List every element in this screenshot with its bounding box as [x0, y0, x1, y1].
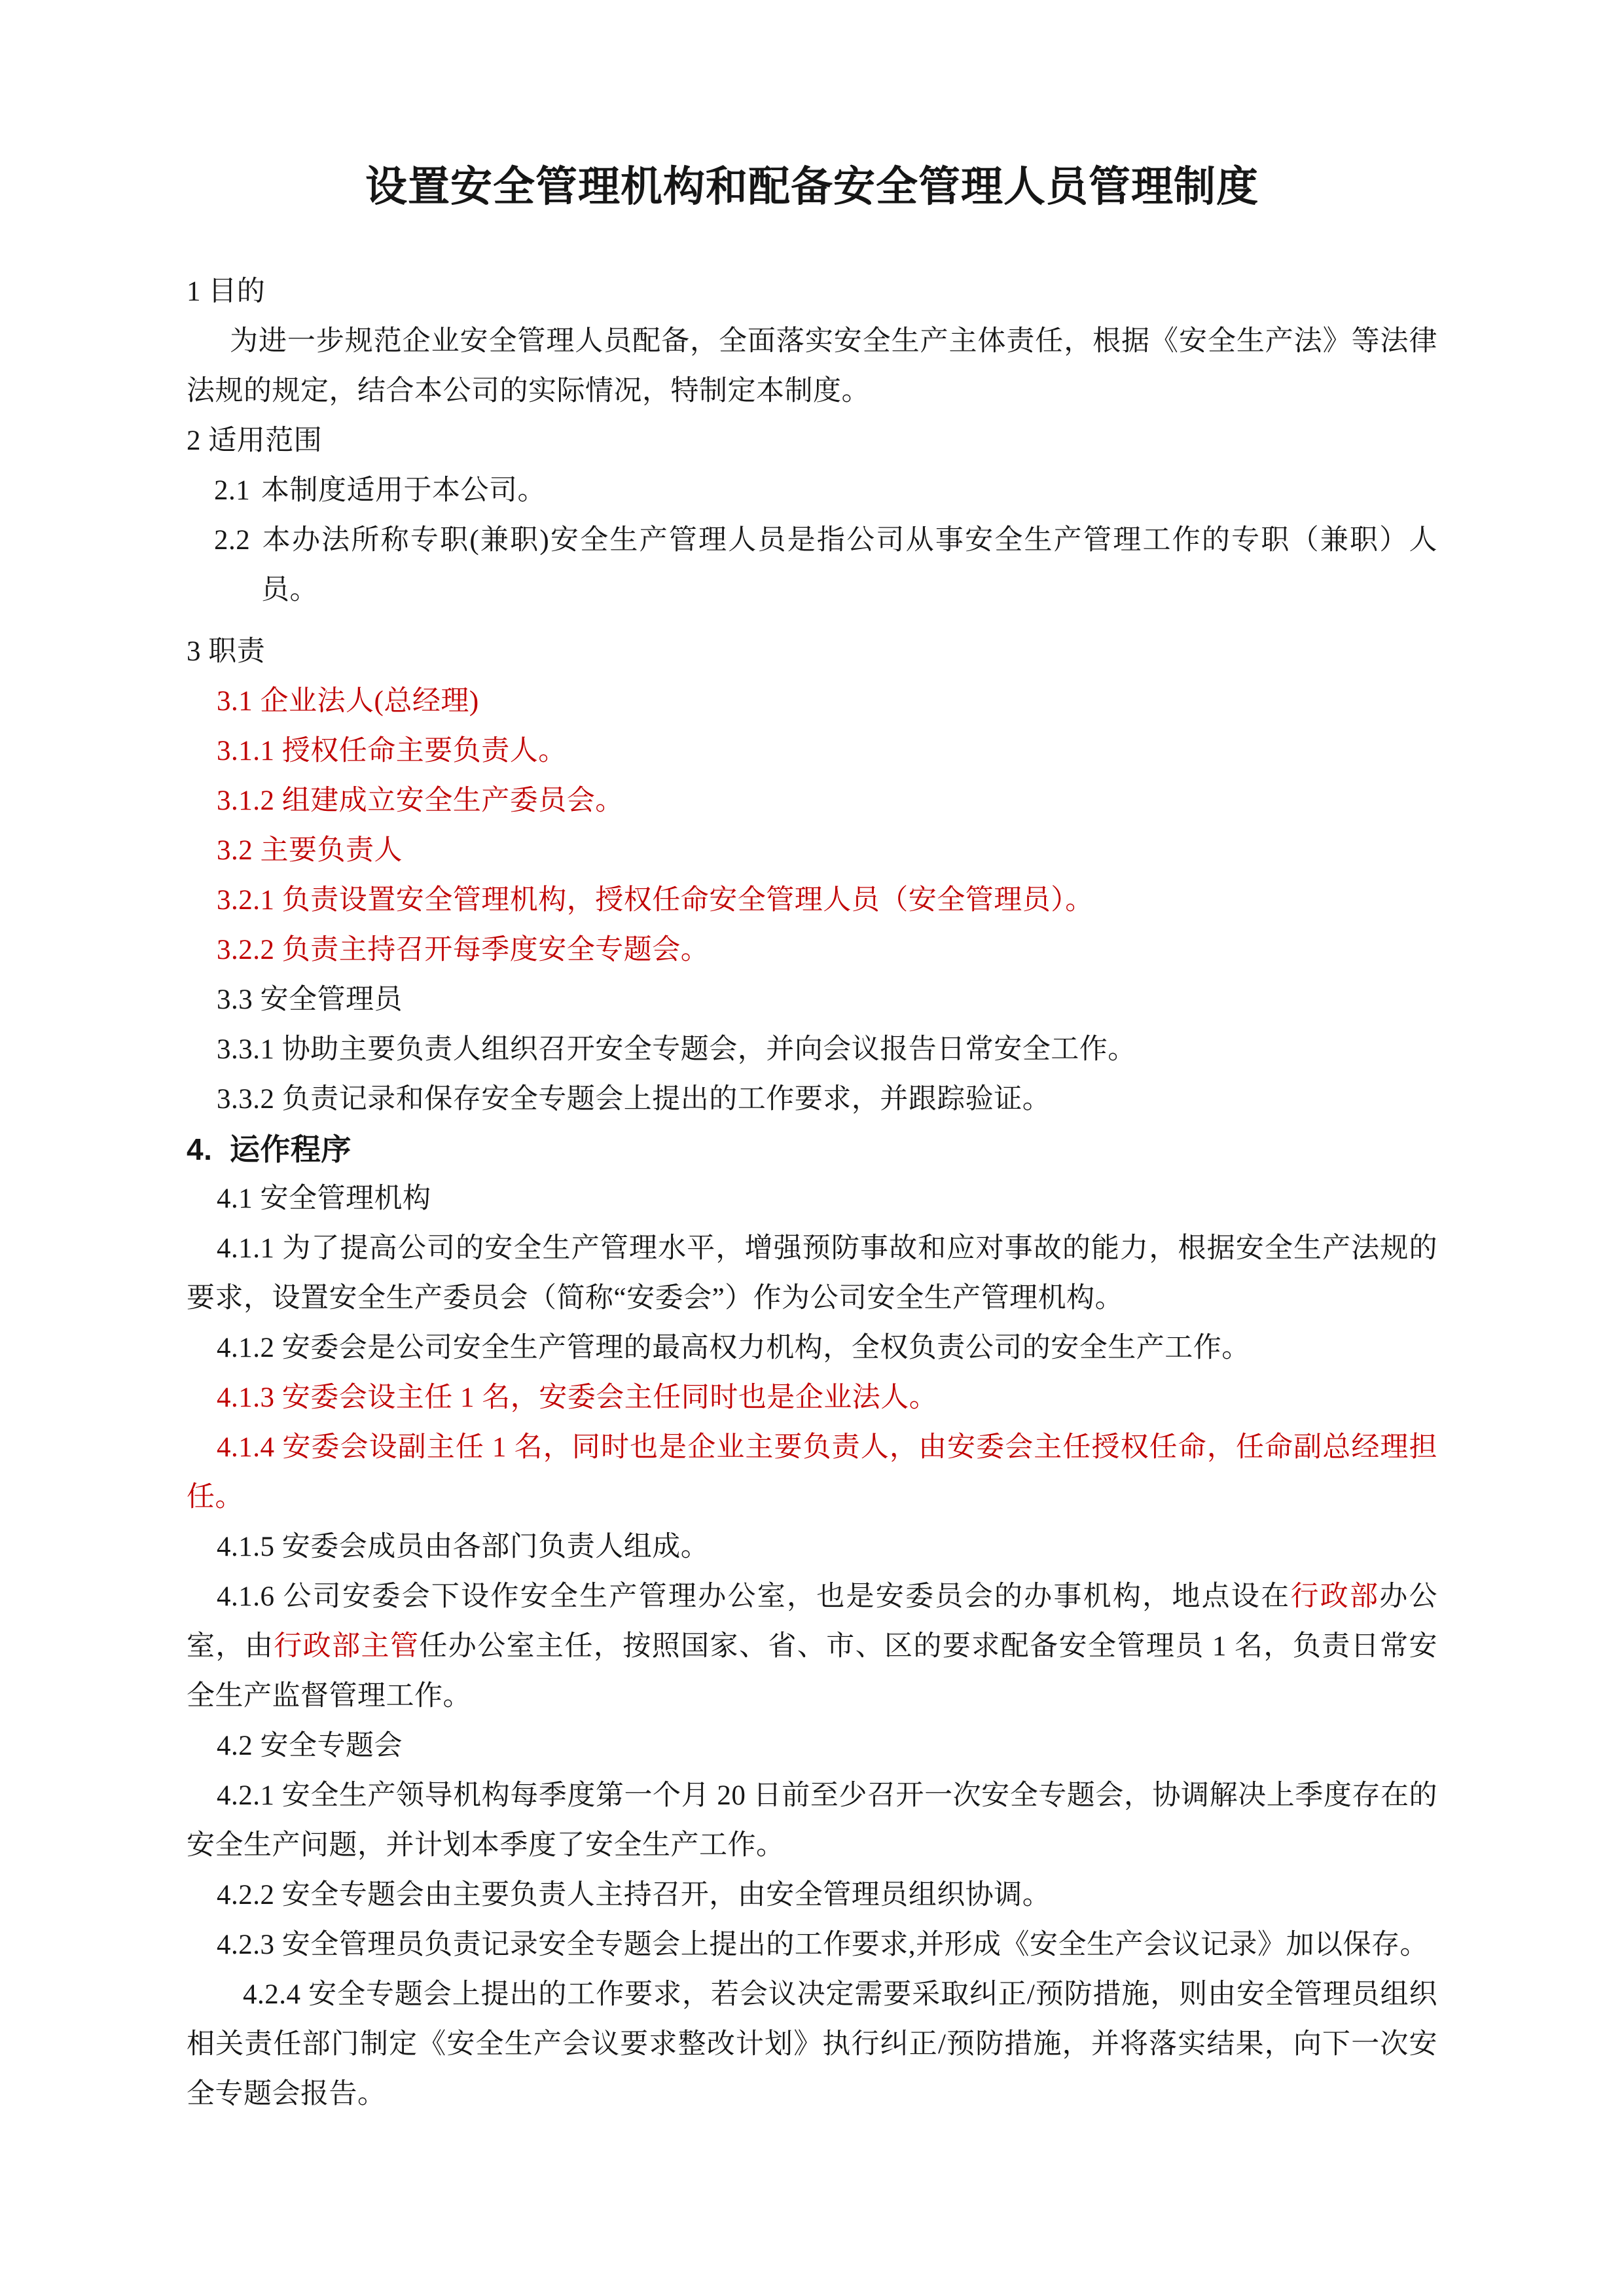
- clause-4-2-1: [187, 1771, 1437, 1871]
- body-text: 4.2.3 安全管理员负责记录安全专题会上提出的工作要求,并形成《安全生产会议记录》加以保存。: [217, 1929, 1428, 1960]
- body-text: 3.3 安全管理员: [217, 984, 403, 1015]
- body-text: 3.3.1 协助主要负责人组织召开安全专题会，并向会议报告日常安全工作。: [217, 1034, 1136, 1065]
- clause-4-1-1: [187, 1224, 1437, 1323]
- body-text: 办公室，由: [187, 1581, 1438, 1662]
- body-text: 4.2 安全专题会: [217, 1731, 403, 1761]
- clause-4-2-3: [187, 1920, 1437, 1970]
- highlighted-text: 4.1.4 安委会设副主任 1 名，同时也是企业主要负责人，由安委会主任授权任命，任命副总经理担任。: [187, 1432, 1437, 1513]
- clause-3-1: [187, 677, 1437, 726]
- clause-3-2: [187, 826, 1437, 876]
- highlighted-text: 3.1.2 组建成立安全生产委员会。: [217, 785, 624, 816]
- clause-4-2: [187, 1721, 1437, 1771]
- clause-3-3-1: [187, 1025, 1437, 1075]
- clause-3-2-2: [187, 925, 1437, 975]
- clause-2-2: [214, 516, 1437, 615]
- clause-4-1-6: [187, 1572, 1437, 1721]
- body-text: 为进一步规范企业安全管理人员配备，全面落实安全生产主体责任，根据《安全生产法》等法律法规的规定，结合本公司的实际情况，特制定本制度。: [187, 326, 1437, 406]
- clause-4-2-4: [187, 1970, 1437, 2119]
- section-heading-scope: [187, 416, 1437, 466]
- highlighted-text: 4.1.3 安委会设主任 1 名，安委会主任同时也是企业法人。: [217, 1382, 938, 1413]
- clause-4-1: [187, 1174, 1437, 1224]
- clause-3-2-1: [187, 876, 1437, 925]
- section-heading-purpose: [187, 267, 1437, 317]
- clause-4-1-3: [187, 1373, 1437, 1423]
- body-text: 3 职责: [187, 636, 266, 667]
- body-text: 本办法所称专职(兼职)安全生产管理人员是指公司从事安全生产管理工作的专职（兼职）人员。: [261, 525, 1437, 605]
- clause-3-3-2: [187, 1075, 1437, 1124]
- body-text: 2 适用范围: [187, 425, 323, 456]
- clause-3-3: [187, 975, 1437, 1025]
- body-text: 4.1.2 安委会是公司安全生产管理的最高权力机构，全权负责公司的安全生产工作。: [217, 1333, 1250, 1363]
- clause-3-1-2: [187, 776, 1437, 826]
- clause-4-1-4: [187, 1423, 1437, 1522]
- body-text: 4.2.2 安全专题会由主要负责人主持召开，由安全管理员组织协调。: [217, 1880, 1051, 1910]
- body-text: 4.2.4 安全专题会上提出的工作要求，若会议决定需要采取纠正/预防措施，则由安全管理员组织相关责任部门制定《安全生产会议要求整改计划》执行纠正/预防措施，并将落实结果，向下一次安全专题会报告。: [187, 1979, 1437, 2109]
- highlighted-text: 3.2.1 负责设置安全管理机构，授权任命安全管理人员（安全管理员）。: [217, 885, 1094, 916]
- highlighted-text: 行政部主管: [274, 1631, 420, 1662]
- body-text: 4.2.1 安全生产领导机构每季度第一个月 20 日前至少召开一次安全专题会，协调解决上季度存在的安全生产问题，并计划本季度了安全生产工作。: [187, 1780, 1437, 1861]
- clause-number: 2.2: [214, 525, 251, 556]
- highlighted-text: 3.2.2 负责主持召开每季度安全专题会。: [217, 935, 710, 965]
- body-text: 4.1.5 安委会成员由各部门负责人组成。: [217, 1532, 710, 1562]
- body-text: 1 目的: [187, 276, 266, 307]
- body-text: 4.1 安全管理机构: [217, 1183, 431, 1214]
- clause-4-1-2: [187, 1323, 1437, 1373]
- body-text: 4.1.6 公司安委会下设作安全生产管理办公室，也是安委员会的办事机构，地点设在: [217, 1581, 1291, 1612]
- body-text: 4.1.1 为了提高公司的安全生产管理水平，增强预防事故和应对事故的能力，根据安全生产法规的要求，设置安全生产委员会（简称“安委会”）作为公司安全生产管理机构。: [187, 1233, 1437, 1314]
- highlighted-text: 行政部: [1290, 1581, 1380, 1612]
- body-text: 3.3.2 负责记录和保存安全专题会上提出的工作要求，并跟踪验证。: [217, 1084, 1051, 1115]
- body-text: 本制度适用于本公司。: [261, 475, 546, 506]
- document-title: 设置安全管理机构和配备安全管理人员管理制度: [365, 163, 1259, 210]
- highlighted-text: 3.2 主要负责人: [217, 835, 403, 866]
- body-text: 4. 运作程序: [187, 1132, 352, 1166]
- purpose-paragraph: [187, 317, 1437, 416]
- clause-4-1-5: [187, 1522, 1437, 1572]
- document-blocks: [187, 267, 1437, 2119]
- clause-4-2-2: [187, 1871, 1437, 1920]
- clause-2-1: [214, 466, 1437, 516]
- highlighted-text: 3.1.1 授权任命主要负责人。: [217, 736, 567, 766]
- highlighted-text: 3.1 企业法人(总经理): [217, 686, 479, 717]
- body-text: 任办公室主任，按照国家、省、市、区的要求配备安全管理员 1 名，负责日常安全生产监督管理工作。: [187, 1631, 1438, 1712]
- clause-number: 2.1: [214, 475, 251, 506]
- section-heading-procedure: [187, 1124, 1437, 1174]
- clause-3-1-1: [187, 726, 1437, 776]
- section-heading-duties: [187, 627, 1437, 677]
